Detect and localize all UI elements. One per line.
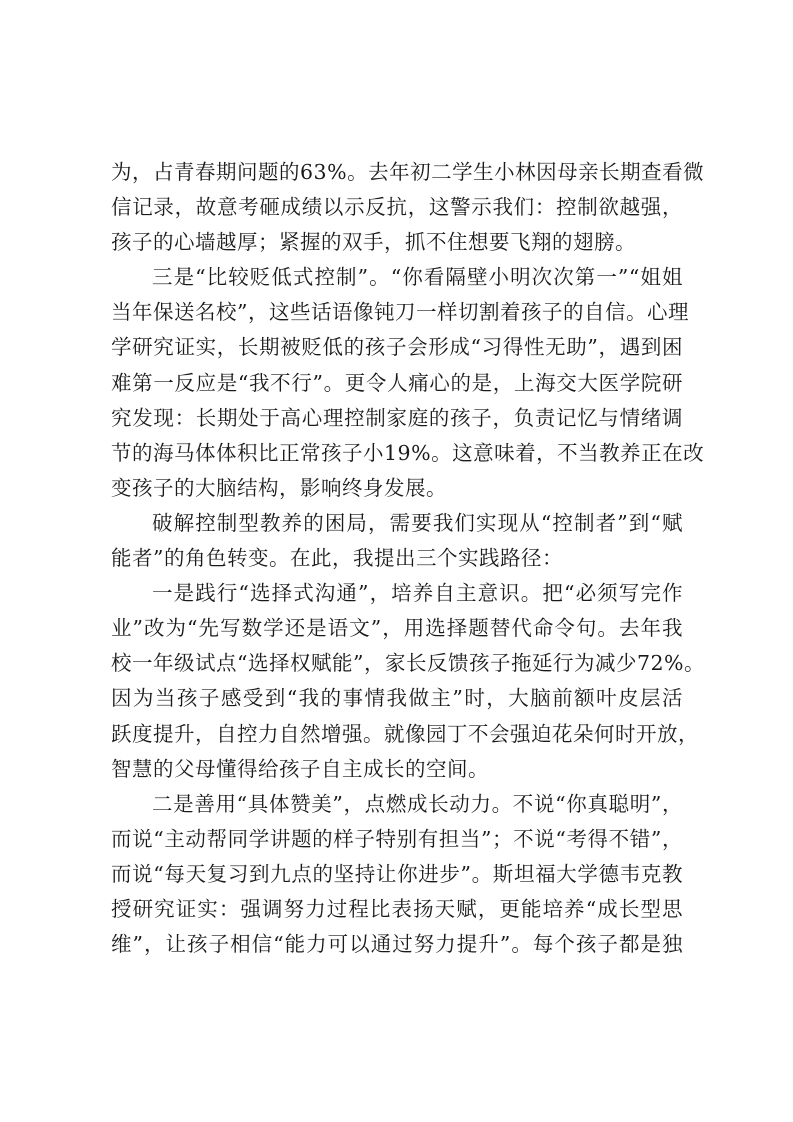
- text-line: 学研究证实，长期被贬低的孩子会形成“习得性无助”，遇到困: [111, 335, 683, 360]
- text-line: 能者”的角色转变。在此，我提出三个实践路径：: [111, 546, 563, 571]
- text-line: 为，占青春期问题的63%。去年初二学生小林因母亲长期查看微: [111, 160, 705, 184]
- text-line: 业”改为“先写数学还是语文”，用选择题替代命令句。去年我: [111, 616, 683, 641]
- text-line: 孩子的心墙越厚；紧握的双手，抓不住想要飞翔的翅膀。: [111, 230, 636, 255]
- text-line: 一是践行“选择式沟通”，培养自主意识。把“必须写完作: [152, 581, 683, 606]
- text-line: 难第一反应是“我不行”。更令人痛心的是，上海交大医学院研: [111, 370, 683, 395]
- text-line: 授研究证实：强调努力过程比表扬天赋，更能培养“成长型思: [111, 896, 683, 921]
- text-line: 而说“主动帮同学讲题的样子特别有担当”；不说“考得不错”，: [111, 826, 683, 851]
- text-line: 校一年级试点“选择权赋能”，家长反馈孩子拖延行为减少72%。: [111, 651, 706, 676]
- text-line: 维”，让孩子相信“能力可以通过努力提升”。每个孩子都是独: [111, 932, 683, 957]
- text-line: 跃度提升，自控力自然增强。就像园丁不会强迫花朵何时开放，: [111, 721, 699, 746]
- text-line: 当年保送名校”，这些话语像钝刀一样切割着孩子的自信。心理: [111, 300, 689, 325]
- body-text: [111, 155, 706, 962]
- text-line: 三是“比较贬低式控制”。“你看隔壁小明次次第一”“姐姐: [152, 265, 683, 290]
- text-line: 而说“每天复习到九点的坚持让你进步”。斯坦福大学德韦克教: [111, 861, 683, 886]
- text-line: 究发现：长期处于高心理控制家庭的孩子，负责记忆与情绪调: [111, 405, 683, 430]
- text-line: 节的海马体体积比正常孩子小19%。这意味着，不当教养正在改: [111, 440, 705, 465]
- text-line: 二是善用“具体赞美”，点燃成长动力。不说“你真聪明”，: [152, 791, 683, 816]
- text-line: 变孩子的大脑结构，影响终身发展。: [111, 475, 447, 500]
- text-line: 破解控制型教养的困局，需要我们实现从“控制者”到“赋: [152, 510, 683, 535]
- text-line: 信记录，故意考砸成绩以示反抗，这警示我们：控制欲越强，: [111, 195, 683, 220]
- text-line: 因为当孩子感受到“我的事情我做主”时，大脑前额叶皮层活: [111, 686, 683, 711]
- text-line: 智慧的父母懂得给孩子自主成长的空间。: [111, 756, 489, 781]
